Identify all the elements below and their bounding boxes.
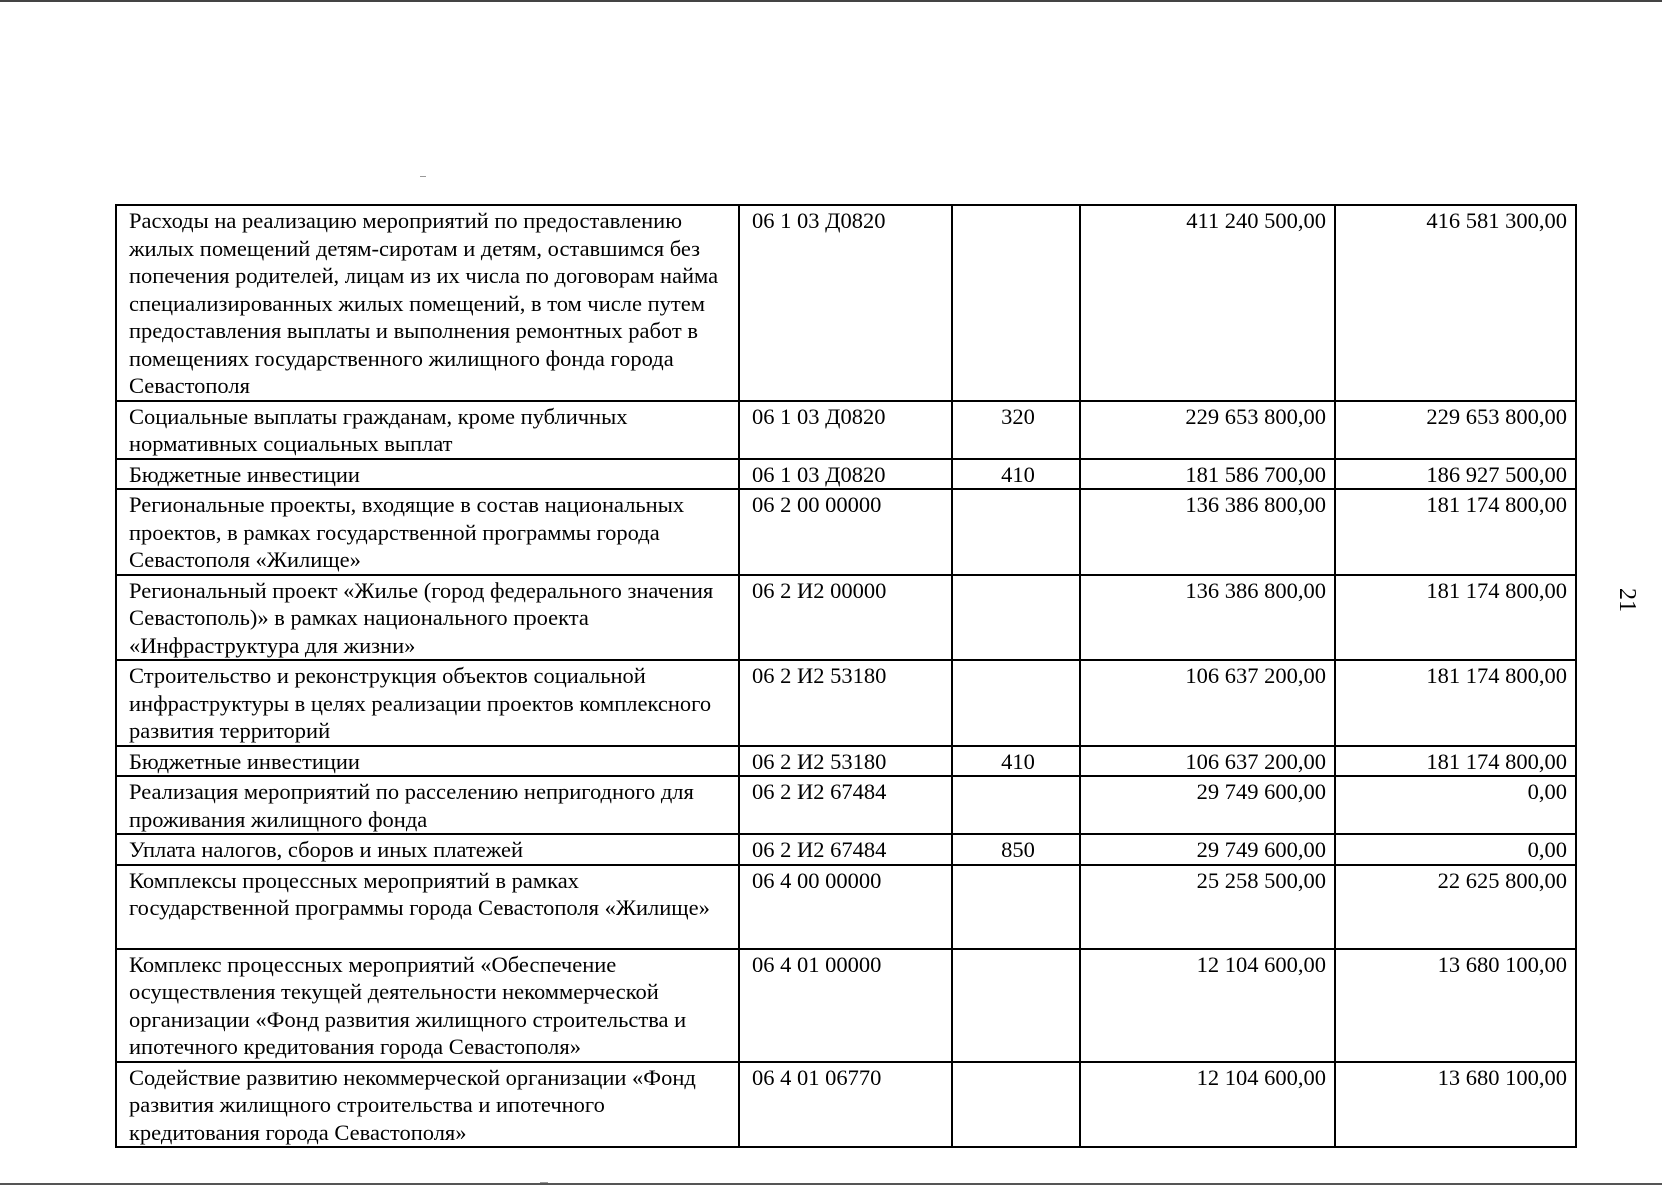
row-sum2-cell: 13 680 100,00	[1335, 949, 1576, 1062]
budget-table-body	[116, 205, 1576, 1147]
row-sum1-cell: 12 104 600,00	[1080, 1062, 1335, 1148]
row-type-cell	[952, 489, 1080, 575]
table-row	[116, 949, 1576, 1062]
row-type-cell	[952, 575, 1080, 661]
row-code-cell: 06 1 03 Д0820	[739, 401, 952, 459]
row-type-cell: 850	[952, 834, 1080, 865]
row-sum2-cell: 181 174 800,00	[1335, 660, 1576, 746]
row-sum1-cell: 29 749 600,00	[1080, 834, 1335, 865]
row-sum2-cell: 0,00	[1335, 834, 1576, 865]
row-type-cell: 410	[952, 459, 1080, 490]
table-row	[116, 1062, 1576, 1148]
table-row	[116, 205, 1576, 401]
row-code-cell: 06 1 03 Д0820	[739, 205, 952, 401]
row-sum2-cell: 13 680 100,00	[1335, 1062, 1576, 1148]
table-row	[116, 489, 1576, 575]
table-row	[116, 865, 1576, 949]
row-type-cell	[952, 1062, 1080, 1148]
scan-bottom-edge	[0, 1183, 1662, 1185]
row-code-cell: 06 2 И2 53180	[739, 660, 952, 746]
row-type-cell	[952, 205, 1080, 401]
row-name-cell: Региональные проекты, входящие в состав национальных проектов, в рамках государственной программы города Севастополя «Жилище»	[116, 489, 739, 575]
page-number: 21	[1614, 588, 1640, 612]
table-row	[116, 746, 1576, 777]
row-code-cell: 06 2 И2 67484	[739, 834, 952, 865]
row-name-cell: Строительство и реконструкция объектов социальной инфраструктуры в целях реализации проектов комплексного развития территорий	[116, 660, 739, 746]
row-name-cell: Комплексы процессных мероприятий в рамках государственной программы города Севастополя «Жилище»	[116, 865, 739, 949]
row-sum1-cell: 136 386 800,00	[1080, 489, 1335, 575]
row-code-cell: 06 2 И2 53180	[739, 746, 952, 777]
row-sum1-cell: 229 653 800,00	[1080, 401, 1335, 459]
row-sum1-cell: 181 586 700,00	[1080, 459, 1335, 490]
row-code-cell: 06 4 01 00000	[739, 949, 952, 1062]
row-code-cell: 06 1 03 Д0820	[739, 459, 952, 490]
table-row	[116, 834, 1576, 865]
row-sum2-cell: 416 581 300,00	[1335, 205, 1576, 401]
row-name-cell: Бюджетные инвестиции	[116, 746, 739, 777]
row-name-cell: Комплекс процессных мероприятий «Обеспечение осуществления текущей деятельности некоммерческой организации «Фонд развития жилищного строительства и ипотечного кредитования города Севастополя»	[116, 949, 739, 1062]
row-sum1-cell: 136 386 800,00	[1080, 575, 1335, 661]
row-sum1-cell: 12 104 600,00	[1080, 949, 1335, 1062]
row-sum1-cell: 106 637 200,00	[1080, 660, 1335, 746]
row-code-cell: 06 4 00 00000	[739, 865, 952, 949]
budget-table	[115, 204, 1577, 1148]
table-row	[116, 660, 1576, 746]
row-sum2-cell: 186 927 500,00	[1335, 459, 1576, 490]
row-type-cell	[952, 949, 1080, 1062]
row-name-cell: Расходы на реализацию мероприятий по предоставлению жилых помещений детям-сиротам и детям, оставшимся без попечения родителей, лицам из их числа по договорам найма специализированных жилых помещений, в том числе путем предоставления выплаты и выполнения ремонтных работ в помещениях государственного жилищного фонда города Севастополя	[116, 205, 739, 401]
row-sum2-cell: 22 625 800,00	[1335, 865, 1576, 949]
row-sum1-cell: 29 749 600,00	[1080, 776, 1335, 834]
table-row	[116, 459, 1576, 490]
row-type-cell	[952, 776, 1080, 834]
table-row	[116, 401, 1576, 459]
scan-top-edge	[0, 0, 1662, 2]
row-name-cell: Бюджетные инвестиции	[116, 459, 739, 490]
row-type-cell	[952, 660, 1080, 746]
row-sum2-cell: 181 174 800,00	[1335, 489, 1576, 575]
row-sum2-cell: 0,00	[1335, 776, 1576, 834]
row-sum1-cell: 411 240 500,00	[1080, 205, 1335, 401]
scan-speck	[420, 176, 426, 177]
row-sum2-cell: 181 174 800,00	[1335, 746, 1576, 777]
row-name-cell: Уплата налогов, сборов и иных платежей	[116, 834, 739, 865]
row-type-cell	[952, 865, 1080, 949]
row-name-cell: Реализация мероприятий по расселению непригодного для проживания жилищного фонда	[116, 776, 739, 834]
row-name-cell: Социальные выплаты гражданам, кроме публичных нормативных социальных выплат	[116, 401, 739, 459]
row-code-cell: 06 4 01 06770	[739, 1062, 952, 1148]
row-sum1-cell: 106 637 200,00	[1080, 746, 1335, 777]
row-sum1-cell: 25 258 500,00	[1080, 865, 1335, 949]
table-row	[116, 575, 1576, 661]
row-code-cell: 06 2 00 00000	[739, 489, 952, 575]
row-name-cell: Содействие развитию некоммерческой организации «Фонд развития жилищного строительства и ипотечного кредитования города Севастополя»	[116, 1062, 739, 1148]
row-type-cell: 320	[952, 401, 1080, 459]
row-code-cell: 06 2 И2 67484	[739, 776, 952, 834]
table-row	[116, 776, 1576, 834]
row-type-cell: 410	[952, 746, 1080, 777]
row-name-cell: Региональный проект «Жилье (город федерального значения Севастополь)» в рамках национального проекта «Инфраструктура для жизни»	[116, 575, 739, 661]
row-code-cell: 06 2 И2 00000	[739, 575, 952, 661]
row-sum2-cell: 229 653 800,00	[1335, 401, 1576, 459]
row-sum2-cell: 181 174 800,00	[1335, 575, 1576, 661]
